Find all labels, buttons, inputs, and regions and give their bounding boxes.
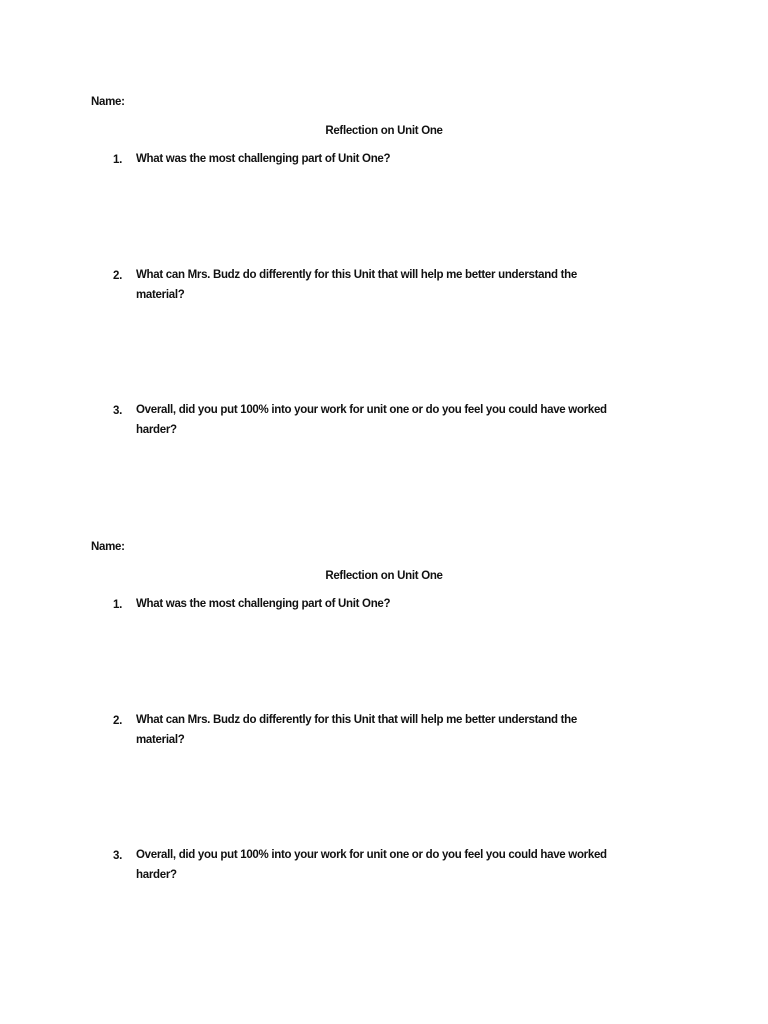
question-text-line: material? [136, 288, 185, 301]
name-label: Name: [91, 541, 125, 553]
question-text-line: What can Mrs. Budz do differently for this Unit that will help me better understand the [136, 269, 577, 281]
question-text-line: What was the most challenging part of Unit One? [136, 153, 391, 165]
question-text [136, 711, 577, 750]
question-number: 1. [113, 154, 122, 166]
question-text-line: Overall, did you put 100% into your work for unit one or do you feel you could have worked [136, 849, 607, 861]
question-text-line: Overall, did you put 100% into your work for unit one or do you feel you could have worked [136, 404, 607, 416]
reflection-form [0, 445, 768, 890]
form-title: Reflection on Unit One [325, 570, 443, 582]
question-text-line: harder? [136, 423, 177, 436]
question-text-line: What can Mrs. Budz do differently for this Unit that will help me better understand the [136, 714, 577, 726]
question-text [136, 595, 390, 615]
reflection-form [0, 0, 768, 445]
question-number: 2. [113, 715, 122, 727]
name-label: Name: [91, 96, 125, 108]
question-text [136, 401, 607, 440]
form-title: Reflection on Unit One [325, 125, 443, 137]
question-text [136, 266, 577, 305]
question-text [136, 846, 607, 885]
question-number: 2. [113, 270, 122, 282]
question-number: 1. [113, 599, 122, 611]
question-number: 3. [113, 850, 122, 862]
question-text-line: material? [136, 733, 185, 746]
question-text-line: harder? [136, 868, 177, 881]
question-number: 3. [113, 405, 122, 417]
question-text-line: What was the most challenging part of Unit One? [136, 598, 391, 610]
question-text [136, 150, 390, 170]
